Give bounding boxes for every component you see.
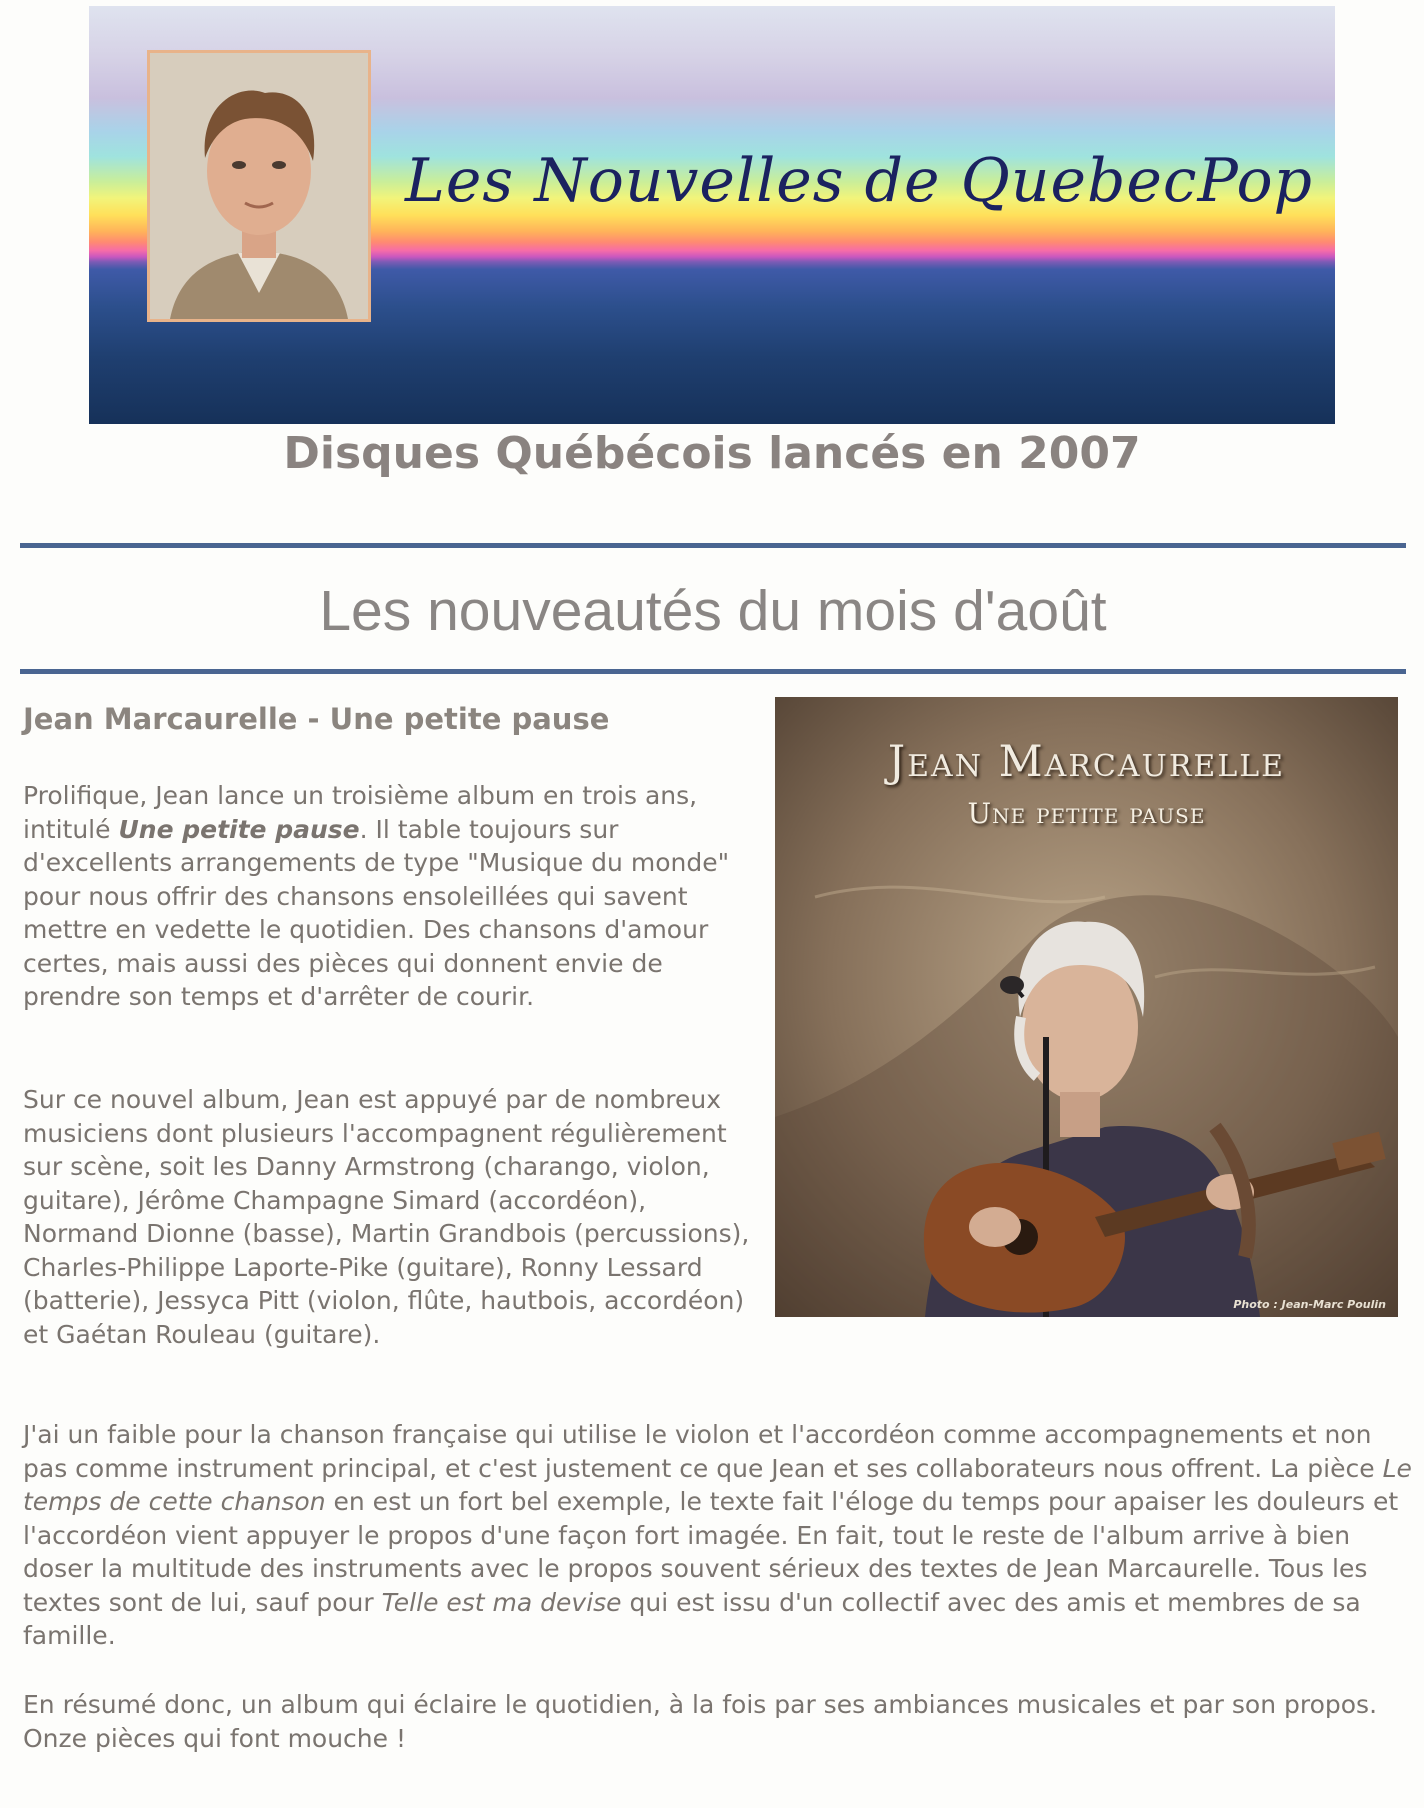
album-cover [775, 697, 1398, 1317]
album-name-emphasis: Une petite pause [118, 814, 360, 844]
album-artist: Jean Marcaurelle [887, 737, 1286, 787]
header-banner [89, 6, 1335, 424]
divider-bottom [20, 669, 1406, 674]
article-paragraph-3: J'ai un faible pour la chanson française qui utilise le violon et l'accordéon comme accompagnements et non pas comme instrument principal, et c'est justement ce que Jean et ses collaborateurs nous offrent. La pièce Le temps de cette chanson en est un fort bel exemple, le texte fait l'éloge du temps pour apaiser les douleurs et l'accordéon vient appuyer le propos d'une façon fort imagée. En fait, tout le reste de l'album arrive à bien doser la multitude des instruments avec le propos souvent sérieux des textes de Jean Marcaurelle. Tous les textes sont de lui, sauf pour Telle est ma devise qui est issu d'un collectif avec des amis et membres de sa famille. [23, 1420, 1412, 1650]
song-title-emphasis: Le temps de cette chanson [23, 1453, 1412, 1516]
article-paragraph-4: En résumé donc, un album qui éclaire le quotidien, à la fois par ses ambiances musicales et par son propos. Onze pièces qui font mouche ! [23, 1690, 1378, 1753]
article-paragraph-2: Sur ce nouvel album, Jean est appuyé par de nombreux musiciens dont plusieurs l'accompagnent régulièrement sur scène, soit les Danny Armstrong (charango, violon, guitare), Jérôme Champagne Simard (accordéon), Normand Dionne (basse), Martin Grandbois (percussions), Charles-Philippe Laporte-Pike (guitare), Ronny Lessard (batterie), Jessyca Pitt (violon, flûte, hautbois, accordéon) et Gaétan Rouleau (guitare). [23, 1085, 750, 1349]
article-paragraph-1: Prolifique, Jean lance un troisième album en trois ans, intitulé Une petite pause. Il table toujours sur d'excellents arrangements de type "Musique du monde" pour nous offrir des chansons ensoleillées qui savent mettre en vedette le quotidien. Des chansons d'amour certes, mais aussi des pièces qui donnent envie de prendre son temps et d'arrêter de courir. [23, 781, 730, 1011]
page-subtitle: Disques Québécois lancés en 2007 [283, 428, 1141, 479]
song-title-emphasis: Telle est ma devise [381, 1587, 622, 1617]
section-title: Les nouveautés du mois d'août [319, 579, 1107, 643]
photo-credit: Photo : Jean-Marc Poulin [1233, 1298, 1386, 1311]
divider-top [20, 543, 1406, 548]
editor-portrait [147, 50, 371, 322]
album-title: Une petite pause [967, 797, 1206, 830]
newsletter-title: Les Nouvelles de QuebecPop [405, 146, 1313, 216]
article-title: Jean Marcaurelle - Une petite pause [23, 702, 610, 736]
